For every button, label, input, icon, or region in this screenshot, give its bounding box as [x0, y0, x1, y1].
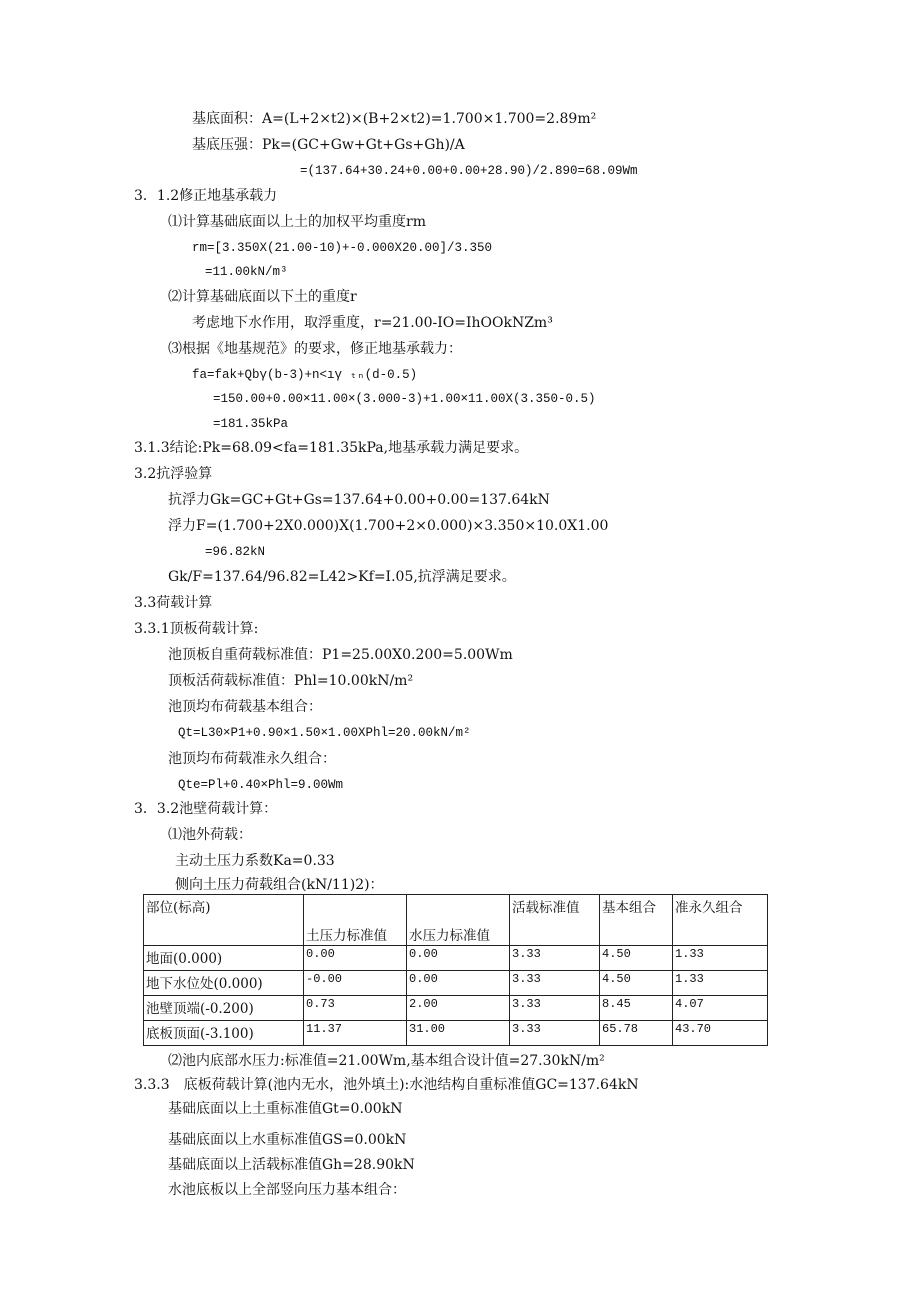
roof-quasi-combo-formula: Qte=Pl+0.40×Phl=9.00Wm	[178, 778, 344, 792]
header-basic-combo: 基本组合	[600, 895, 673, 946]
roof-live-load: 顶板活荷载标准值：Phl=10.00kN/m²	[168, 673, 414, 689]
buoyant-weight-line: 考虑地下水作用，取浮重度，r=21.00-IO=IhOOkNZm³	[192, 315, 553, 331]
cell-basic-combo: 4.50	[600, 971, 673, 996]
base-pressure-result: =(137.64+30.24+0.00+0.00+28.90)/2.890=68.09Wm	[300, 164, 638, 178]
section-heading-3-3-1: 3.3.1顶板荷载计算:	[134, 621, 259, 637]
roof-quasi-combo-heading: 池顶均布荷载准永久组合：	[168, 751, 336, 767]
fa-formula: fa=fak+Qbγ(b-3)+n<ıγ ₜₙ(d-0.5)	[192, 368, 418, 382]
cell-position: 地下水位处(0.000)	[144, 971, 304, 996]
cell-earth-pressure: -0.00	[304, 971, 407, 996]
cell-basic-combo: 4.50	[600, 946, 673, 971]
cell-earth-pressure: 0.73	[304, 996, 407, 1021]
live-load-line: 基础底面以上活载标准值Gh=28.90kN	[168, 1157, 415, 1173]
table-row	[144, 1021, 768, 1046]
cell-quasi-combo: 43.70	[673, 1021, 768, 1046]
water-weight-line: 基础底面以上水重标准值GS=0.00kN	[168, 1132, 407, 1148]
cell-water-pressure: 2.00	[407, 996, 510, 1021]
table-row	[144, 996, 768, 1021]
buoyancy-formula: 浮力F=(1.700+2X0.000)X(1.700+2×0.000)×3.350×10.0X1.00	[168, 518, 609, 534]
header-position: 部位(标高)	[144, 895, 304, 946]
cell-position: 池壁顶端(-0.200)	[144, 996, 304, 1021]
section-heading-3-3-3: 3.3.3 底板荷载计算(池内无水，池外填土):水池结构自重标准值GC=137.64kN	[134, 1077, 639, 1093]
step-3-heading: ⑶根据《地基规范》的要求，修正地基承载力：	[168, 341, 462, 357]
cell-position: 地面(0.000)	[144, 946, 304, 971]
section-heading-3-1-2: 3．1.2修正地基承载力	[134, 188, 278, 204]
cell-earth-pressure: 0.00	[304, 946, 407, 971]
cell-earth-pressure: 11.37	[304, 1021, 407, 1046]
header-quasi-combo: 准永久组合	[673, 895, 768, 946]
cell-quasi-combo: 1.33	[673, 971, 768, 996]
vertical-pressure-heading: 水池底板以上全部竖向压力基本组合：	[168, 1182, 406, 1198]
step-2-heading: ⑵计算基础底面以下土的重度r	[168, 289, 357, 305]
cell-basic-combo: 8.45	[600, 996, 673, 1021]
anti-float-check: Gk/F=137.64/96.82=L42>Kf=I.05,抗浮满足要求。	[168, 569, 516, 585]
anti-float-force: 抗浮力Gk=GC+Gt+Gs=137.64+0.00+0.00=137.64kN	[168, 492, 550, 508]
rm-formula: rm=[3.350X(21.00-10)+-0.000X20.00]/3.350	[192, 241, 493, 255]
cell-water-pressure: 31.00	[407, 1021, 510, 1046]
cell-live-load: 3.33	[510, 946, 600, 971]
active-pressure-coefficient: 主动土压力系数Ka=0.33	[175, 853, 335, 869]
header-earth-pressure: 土压力标准值	[304, 895, 407, 946]
step-1-heading: ⑴计算基础底面以上土的加权平均重度rm	[168, 214, 426, 230]
fa-result: =181.35kPa	[213, 417, 289, 431]
header-live-load: 活载标准值	[510, 895, 600, 946]
header-water-pressure: 水压力标准值	[407, 895, 510, 946]
section-heading-3-3: 3.3荷载计算	[134, 595, 213, 611]
roof-basic-combo-heading: 池顶均布荷载基本组合：	[168, 699, 322, 715]
cell-live-load: 3.33	[510, 971, 600, 996]
soil-weight-line: 基础底面以上土重标准值Gt=0.00kN	[168, 1101, 403, 1117]
base-area-line: 基底面积：A=(L+2×t2)×(B+2×t2)=1.700×1.700=2.89m²	[192, 111, 597, 127]
cell-live-load: 3.33	[510, 1021, 600, 1046]
cell-quasi-combo: 4.07	[673, 996, 768, 1021]
cell-water-pressure: 0.00	[407, 946, 510, 971]
cell-water-pressure: 0.00	[407, 971, 510, 996]
lateral-pressure-heading: 侧向土压力荷载组合(kN/11)2)：	[175, 877, 384, 893]
roof-self-weight: 池顶板自重荷载标准值：P1=25.00X0.200=5.00Wm	[168, 647, 513, 663]
section-heading-3-3-2: 3．3.2池壁荷载计算：	[134, 801, 278, 817]
table-row	[144, 971, 768, 996]
rm-result: =11.00kN/m³	[205, 265, 288, 279]
base-pressure-line: 基底压强：Pk=(GC+Gw+Gt+Gs+Gh)/A	[192, 137, 465, 153]
lateral-pressure-table	[143, 894, 768, 1046]
external-load-heading: ⑴池外荷载：	[168, 827, 252, 843]
conclusion-3-1-3: 3.1.3结论:Pk=68.09<fa=181.35kPa,地基承载力满足要求。	[134, 440, 529, 456]
table-header-row	[144, 895, 768, 946]
table-row	[144, 946, 768, 971]
cell-live-load: 3.33	[510, 996, 600, 1021]
roof-basic-combo-formula: Qt=L30×P1+0.90×1.50×1.00XPhl=20.00kN/m²	[178, 726, 471, 740]
section-heading-3-2: 3.2抗浮验算	[134, 466, 213, 482]
buoyancy-result: =96.82kN	[205, 545, 266, 559]
cell-quasi-combo: 1.33	[673, 946, 768, 971]
fa-substitution: =150.00+0.00×11.00×(3.000-3)+1.00×11.00X(3.350-0.5)	[213, 392, 596, 406]
internal-water-pressure: ⑵池内底部水压力:标准值=21.00Wm,基本组合设计值=27.30kN/m²	[168, 1053, 605, 1069]
cell-basic-combo: 65.78	[600, 1021, 673, 1046]
cell-position: 底板顶面(-3.100)	[144, 1021, 304, 1046]
